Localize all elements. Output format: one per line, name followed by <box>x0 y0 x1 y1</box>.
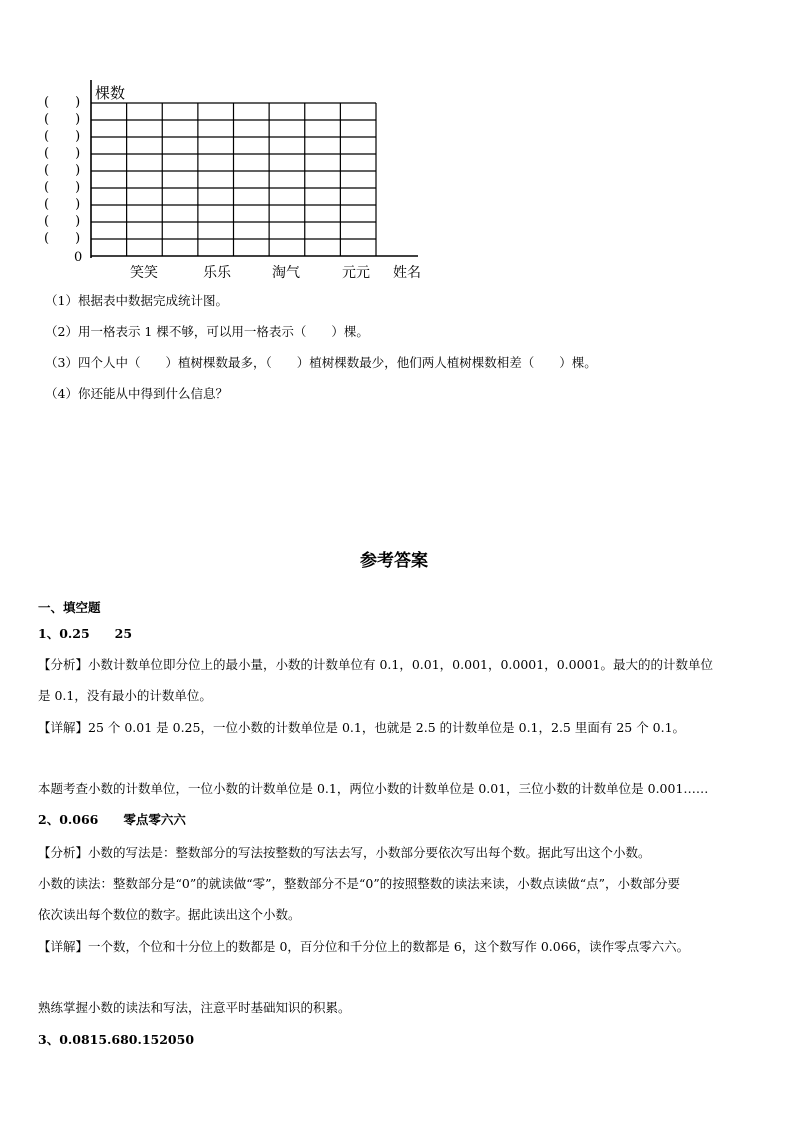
grid-lines <box>91 80 418 258</box>
answer-line: 3、0.0815.680.152050 <box>38 1032 195 1047</box>
analysis-line: 是 0.1，没有最小的计数单位。 <box>38 688 212 703</box>
y-tick-placeholder: ( ) <box>44 180 81 195</box>
x-category-label: 笑笑 <box>130 265 158 281</box>
analysis-line: 【分析】小数计数单位即分位上的最小量，小数的计数单位有 0.1，0.01，0.001，0.0001，0.0001。最大的的计数单位 <box>38 657 713 672</box>
x-category-label: 淘气 <box>272 265 300 281</box>
x-category-label: 元元 <box>342 265 370 281</box>
y-tick-placeholder: ( ) <box>44 146 81 161</box>
x-axis-label: 姓名 <box>393 265 421 281</box>
bar-chart-grid <box>0 0 794 290</box>
answer-line: 1、0.25 25 <box>38 626 133 641</box>
summary-line: 熟练掌握小数的读法和写法，注意平时基础知识的积累。 <box>38 1000 351 1015</box>
section-heading: 一、填空题 <box>38 600 101 615</box>
analysis-line: 【分析】小数的写法是：整数部分的写法按整数的写法去写，小数部分要依次写出每个数。据此写出这个小数。 <box>38 845 651 860</box>
analysis-line: 小数的读法：整数部分是“0”的就读做“零”，整数部分不是“0”的按照整数的读法来读，小数点读做“点”，小数部分要 <box>38 876 681 891</box>
question-4: （4）你还能从中得到什么信息？ <box>45 386 228 401</box>
y-tick-placeholder: ( ) <box>44 214 81 229</box>
question-2: （2）用一格表示 1 棵不够，可以用一格表示（ ）棵。 <box>45 324 369 339</box>
summary-line: 本题考查小数的计数单位，一位小数的计数单位是 0.1，两位小数的计数单位是 0.01，三位小数的计数单位是 0.001…… <box>38 781 709 796</box>
origin-label: 0 <box>74 250 83 265</box>
answers-title: 参考答案 <box>360 551 428 571</box>
detail-line: 【详解】一个数，个位和十分位上的数都是 0，百分位和千分位上的数都是 6，这个数写作 0.066，读作零点零六六。 <box>38 939 690 954</box>
x-category-label: 乐乐 <box>203 265 231 281</box>
y-tick-placeholder: ( ) <box>44 129 81 144</box>
y-tick-placeholder: ( ) <box>44 197 81 212</box>
y-tick-placeholder: ( ) <box>44 95 81 110</box>
y-axis-label: 棵数 <box>95 84 126 102</box>
y-tick-placeholders <box>44 95 80 246</box>
detail-line: 【详解】25 个 0.01 是 0.25，一位小数的计数单位是 0.1，也就是 2.5 的计数单位是 0.1，2.5 里面有 25 个 0.1。 <box>38 720 686 735</box>
question-3: （3）四个人中（ ）植树棵数最多，（ ）植树棵数最少，他们两人植树棵数相差（ ）棵。 <box>45 355 597 370</box>
y-tick-placeholder: ( ) <box>44 112 81 127</box>
answer-line: 2、0.066 零点零六六 <box>38 812 186 827</box>
analysis-line: 依次读出每个数位的数字。据此读出这个小数。 <box>38 907 301 922</box>
y-tick-placeholder: ( ) <box>44 163 81 178</box>
question-1: （1）根据表中数据完成统计图。 <box>45 293 228 308</box>
y-tick-placeholder: ( ) <box>44 231 81 246</box>
